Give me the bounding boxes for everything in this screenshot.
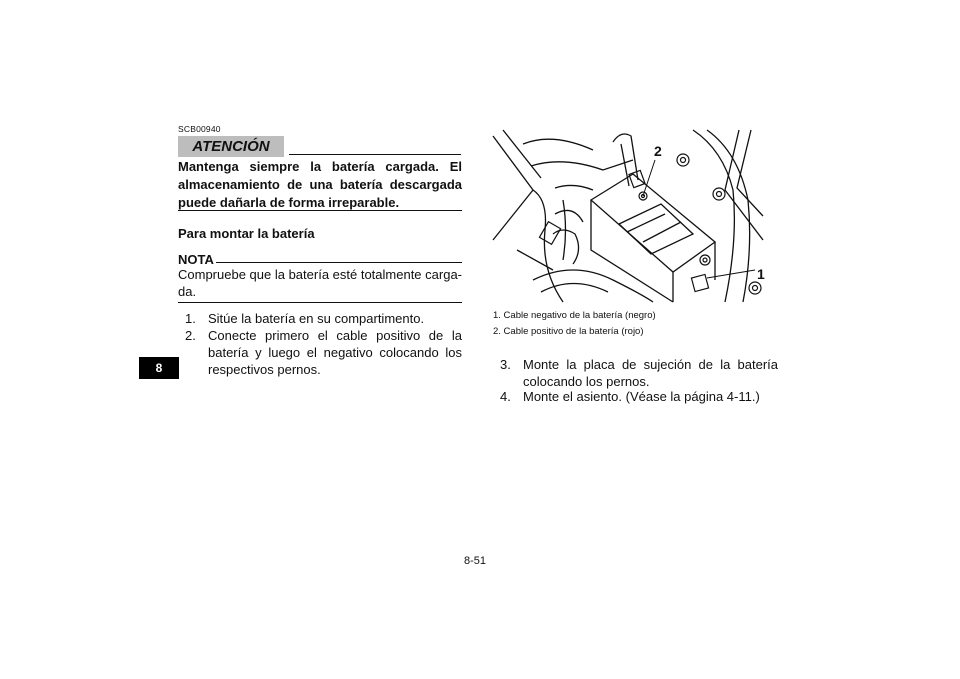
step-number: 3. [500, 357, 511, 372]
list-item [185, 327, 462, 379]
figure-caption-1: 1. Cable negativo de la batería (negro) [493, 310, 656, 321]
list-item [500, 356, 778, 392]
warning-title: ATENCIÓN [178, 136, 284, 157]
callout-1: 1 [757, 266, 765, 282]
note-label: NOTA [178, 252, 214, 267]
step-text: Conecte primero el cable positivo de la batería y luego el negativo colocando los respectivos pernos. [208, 328, 462, 377]
warning-divider [289, 154, 461, 155]
warning-text: Mantenga siempre la batería cargada. El almacenamiento de una batería descargada puede dañarla de forma irreparable. [178, 159, 462, 210]
step-text: Sitúe la batería en su compartimento. [208, 311, 425, 326]
step-number: 4. [500, 389, 511, 404]
note-divider [216, 262, 462, 263]
battery-figure [493, 130, 763, 302]
note-end-rule [178, 302, 462, 303]
list-item [185, 310, 462, 328]
step-number: 1. [185, 311, 196, 326]
step-text: Monte el asiento. (Véase la página 4-11.) [523, 389, 760, 404]
warning-end-rule [178, 210, 462, 211]
figure-caption-2: 2. Cable positivo de la batería (rojo) [493, 326, 644, 337]
step-number: 2. [185, 328, 196, 343]
note-text: Compruebe que la batería esté totalmente cargada. [178, 267, 463, 299]
chapter-tab: 8 [139, 357, 179, 379]
section-heading: Para montar la batería [178, 226, 315, 241]
page-number: 8-51 [464, 555, 487, 567]
step-text: Monte la placa de sujeción de la batería colocando los pernos. [523, 357, 778, 389]
warning-code: SCB00940 [178, 124, 221, 134]
list-item [500, 388, 778, 406]
callout-2: 2 [654, 143, 662, 159]
